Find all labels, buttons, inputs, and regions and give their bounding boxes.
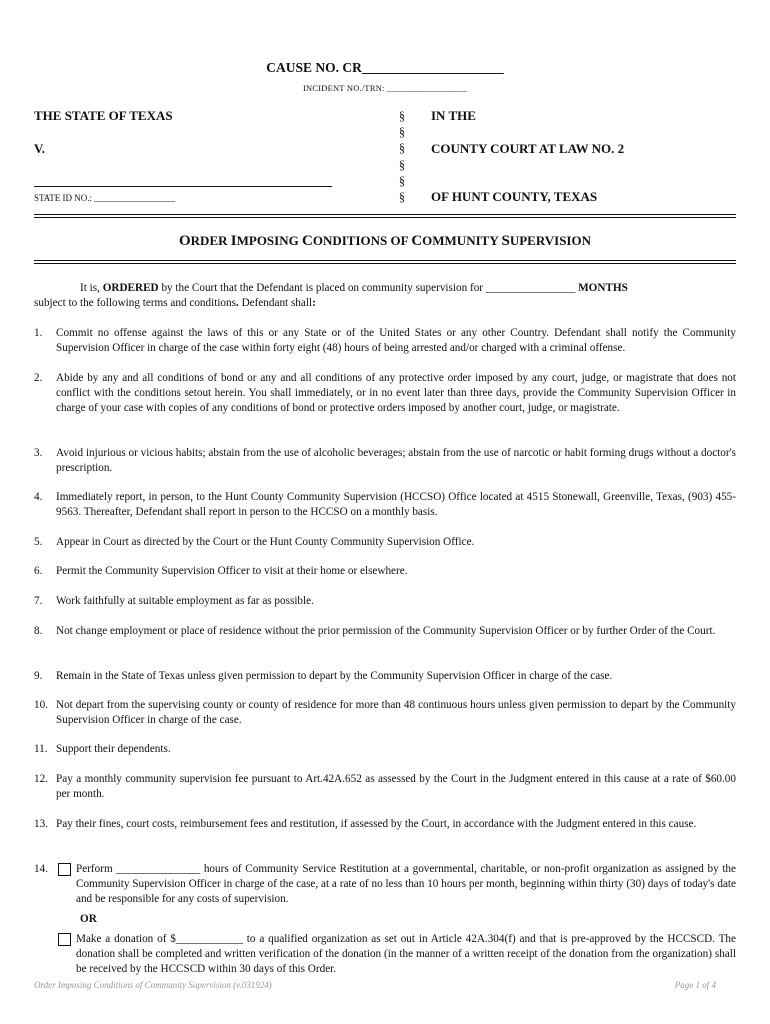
community-service-option: Perform _______________ hours of Community Service Restitution at a governmental, charitable, or non-profit organization as assigned by the Community Supervision Officer in charge of the case, at a rate of no less than 10 hours per month, beginning within thirty (30) days of today's date and be responsible for any costs of supervision. — [76, 863, 736, 905]
title-divider — [34, 260, 736, 261]
condition-item: 12. Pay a monthly community supervision fee pursuant to Art.42A.652 as assessed by the Court in the Judgment entered in this cause at a rate of $60.00 per month. — [34, 773, 736, 800]
community-service-checkbox[interactable] — [58, 863, 71, 876]
title-divider-2 — [34, 263, 736, 264]
document-title: ORDER IMPOSING CONDITIONS OF COMMUNITY SUPERVISION — [179, 233, 591, 249]
court-name: COUNTY COURT AT LAW NO. 2 — [431, 141, 625, 156]
donation-checkbox[interactable] — [58, 933, 71, 946]
in-the: IN THE — [431, 108, 476, 123]
condition-item: 2. Abide by any and all conditions of bond or any and all conditions of any protective order imposed by any court, judge, or magistrate that does not conflict with the conditions setout herein. You shall immediately, or in no event later than three days, provide the Community Supervision Officer in charge of your case with copies of any conditions of bond or protective orders imposed by another court, judge, or magistrate. — [34, 372, 736, 414]
top-divider — [34, 214, 736, 215]
section-mark: § — [398, 141, 406, 156]
section-mark: § — [398, 125, 406, 140]
or-separator: OR — [80, 913, 97, 925]
condition-item: 8. Not change employment or place of residence without the prior permission of the Community Supervision Officer or by further Order of the Court. — [34, 625, 716, 637]
condition-item: 6. Permit the Community Supervision Officer to visit at their home or elsewhere. — [34, 565, 408, 577]
condition-item-14: 14. Perform _______________ hours of Community Service Restitution at a governmental, charitable, or non-profit organization as assigned by the Community Supervision Officer in charge of the case, at a rate of no less than 10 hours per month, beginning within thirty (30) days of today's date and be responsible for any costs of supervision. — [34, 863, 736, 905]
section-mark: § — [398, 190, 406, 205]
top-divider-2 — [34, 217, 736, 218]
state-id: STATE ID NO.: __________________ — [34, 193, 176, 203]
condition-item: 9. Remain in the State of Texas unless given permission to depart by the Community Supervision Officer in charge of the case. — [34, 670, 613, 682]
section-mark: § — [398, 173, 406, 188]
defendant-name-line — [34, 186, 332, 187]
condition-item: 4. Immediately report, in person, to the Hunt County Community Supervision (HCCSO) Office located at 4515 Stonewall, Greenville, Texas, (903) 455-9563. Thereafter, Defendant shall report in person to the HCCSO on a monthly basis. — [34, 491, 736, 518]
order-intro: It is, ORDERED by the Court that the Defendant is placed on community supervision for ________________ MONTHS subject to the following terms and conditions. Defendant shall: — [34, 282, 628, 309]
condition-item: 10. Not depart from the supervising county or county of residence for more than 48 continuous hours unless given permission to depart by the Community Supervision Officer in charge of the case. — [34, 699, 736, 726]
condition-item: 3. Avoid injurious or vicious habits; abstain from the use of alcoholic beverages; abstain from the use of narcotic or habit forming drugs without a doctor's prescription. — [34, 447, 736, 474]
condition-item: 11. Support their dependents. — [34, 743, 171, 755]
condition-item: 5. Appear in Court as directed by the Court or the Hunt County Community Supervision Office. — [34, 536, 475, 548]
versus: V. — [34, 141, 45, 156]
state-of-texas: THE STATE OF TEXAS — [34, 108, 173, 123]
condition-item: 1. Commit no offense against the laws of this or any State or of the United States or any other Country. Defendant shall notify the Community Supervision Officer in charge of the case within forty eight (48) hours of being arrested and/or charged with a criminal offense. — [34, 327, 736, 354]
condition-item: 13. Pay their fines, court costs, reimbursement fees and restitution, if assessed by the Court, in accordance with the Judgment entered in this cause. — [34, 818, 697, 830]
cause-number: CAUSE NO. CR_____________________ — [266, 60, 504, 75]
county-name: OF HUNT COUNTY, TEXAS — [431, 189, 598, 204]
footer-page-number: Page 1 of 4 — [674, 980, 716, 990]
donation-option-row — [34, 932, 736, 977]
footer-form-title: Order Imposing Conditions of Community Supervision (v.031924) — [34, 980, 272, 990]
section-mark: § — [398, 109, 406, 123]
incident-number: INCIDENT NO./TRN: __________________ — [302, 83, 468, 93]
donation-option: Make a donation of $____________ to a qualified organization as set out in Article 42A.304(f) and that is pre-approved by the HCCSCD. The donation shall be completed and written verification of the donation (in the manner of a written receipt of the donation from the organization) shall be received by the HCCSCD within 30 days of this Order. — [76, 933, 736, 975]
section-mark: § — [398, 157, 406, 172]
condition-item: 7. Work faithfully at suitable employment as far as possible. — [34, 595, 314, 607]
section-marks-column — [396, 108, 408, 205]
